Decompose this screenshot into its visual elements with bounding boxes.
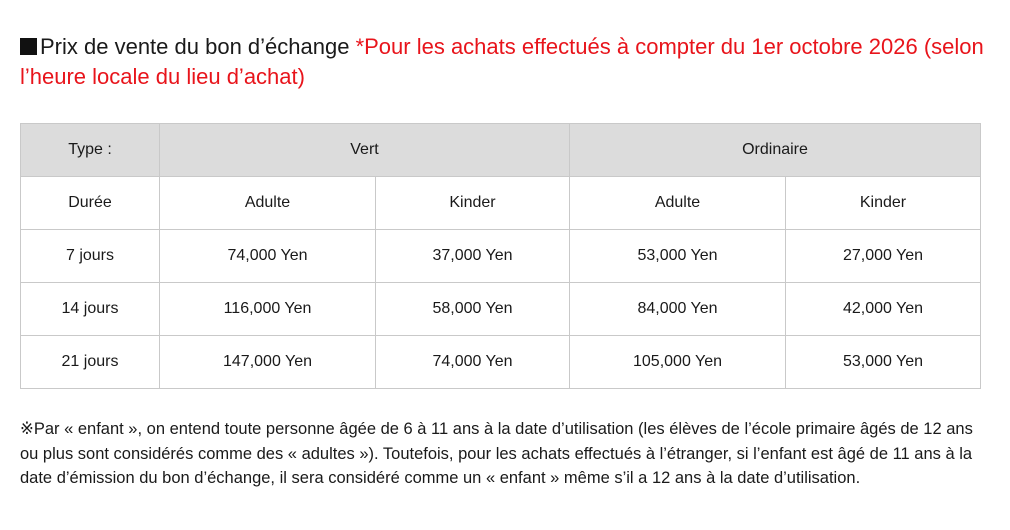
heading-title: Prix de vente du bon d’échange [40, 34, 356, 59]
price-cell: 37,000 Yen [376, 230, 570, 283]
price-cell: 42,000 Yen [786, 283, 981, 336]
column-header: Kinder [786, 177, 981, 230]
price-cell: 147,000 Yen [160, 336, 376, 389]
column-header: Adulte [570, 177, 786, 230]
heading-notice: *Pour les achats effectués à compter du 1er octobre 2026 (selon l’heure locale du lieu d’achat) [20, 34, 984, 89]
duration-cell: 14 jours [21, 283, 160, 336]
table-row [21, 336, 981, 389]
type-label: Type : [21, 124, 160, 177]
price-cell: 105,000 Yen [570, 336, 786, 389]
group-header-ordinaire: Ordinaire [570, 124, 981, 177]
footnote [20, 417, 985, 491]
price-cell: 27,000 Yen [786, 230, 981, 283]
price-cell: 58,000 Yen [376, 283, 570, 336]
price-cell: 116,000 Yen [160, 283, 376, 336]
column-header: Kinder [376, 177, 570, 230]
duration-cell: 21 jours [21, 336, 160, 389]
page-heading [20, 32, 995, 92]
duration-cell: 7 jours [21, 230, 160, 283]
table-row [21, 230, 981, 283]
price-cell: 53,000 Yen [570, 230, 786, 283]
price-cell: 84,000 Yen [570, 283, 786, 336]
price-cell: 74,000 Yen [376, 336, 570, 389]
price-table [20, 123, 981, 389]
black-square-icon [20, 38, 37, 55]
duration-label: Durée [21, 177, 160, 230]
price-cell: 53,000 Yen [786, 336, 981, 389]
note-symbol: ※ [20, 420, 34, 438]
price-cell: 74,000 Yen [160, 230, 376, 283]
table-subheader-row [21, 177, 981, 230]
table-row [21, 283, 981, 336]
note-text: Par « enfant », on entend toute personne âgée de 6 à 11 ans à la date d’utilisation (les élèves de l’école primaire âgés de 12 ans ou plus sont considérés comme des « adultes »). Toutefois, pour les achats effectués à l’étranger, si l’enfant est âgé de 11 ans à la date d’émission du bon d’échange, il sera considéré comme un « enfant » même s’il a 12 ans à la date d’utilisation. [20, 420, 973, 487]
column-header: Adulte [160, 177, 376, 230]
group-header-vert: Vert [160, 124, 570, 177]
table-header-row [21, 124, 981, 177]
